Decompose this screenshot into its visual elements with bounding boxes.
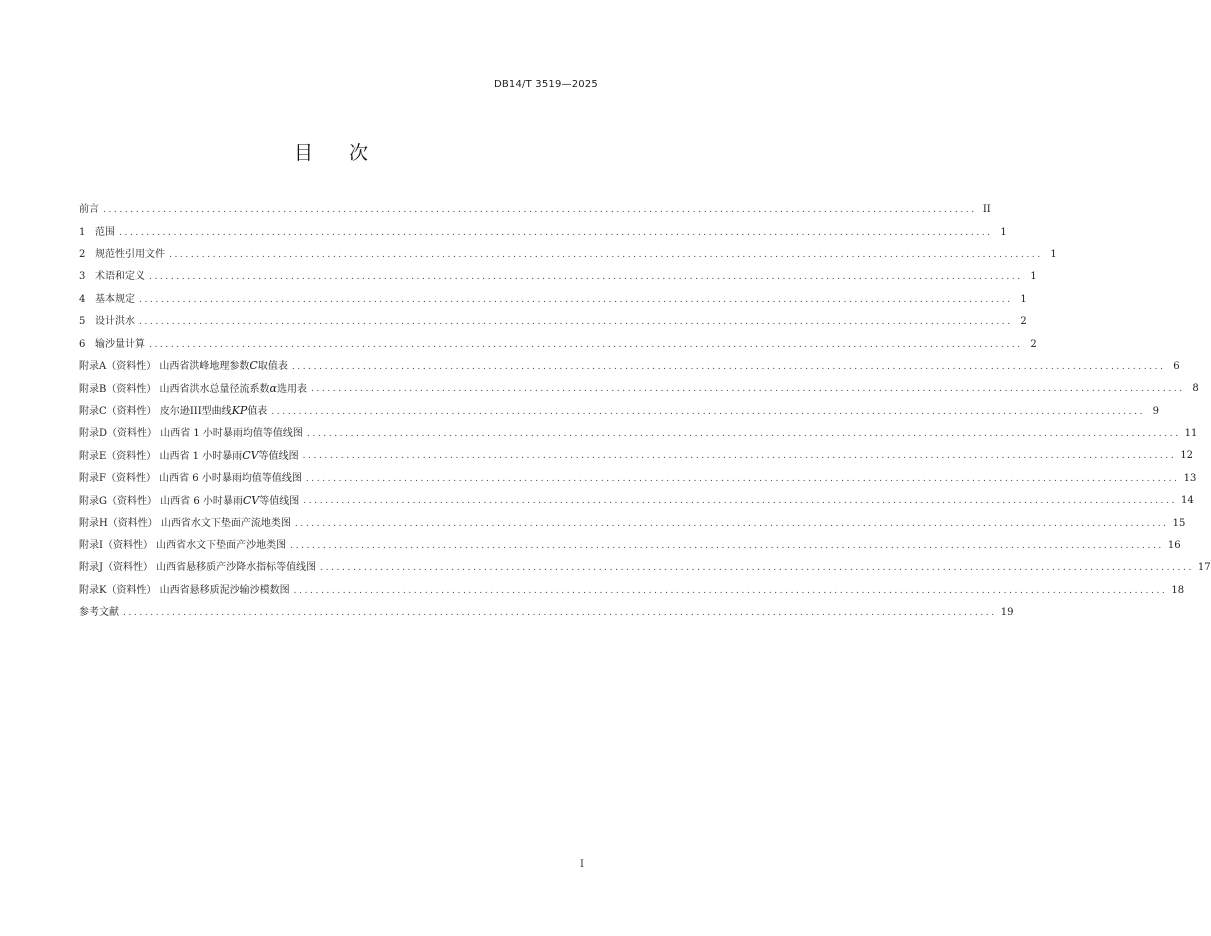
toc-leader-dots: ................................................................................................................................................................ xyxy=(169,249,1043,260)
toc-leader-dots: ................................................................................................................................................................ xyxy=(302,451,1177,462)
toc-title: 目次 xyxy=(293,142,404,164)
toc-entry-label xyxy=(79,540,286,552)
toc-entry[interactable] xyxy=(79,311,1027,333)
toc-entry-label-text: 范围 xyxy=(95,226,115,238)
toc-entry[interactable] xyxy=(79,557,1211,579)
toc-leader-dots: ................................................................................................................................................................ xyxy=(294,518,1169,529)
toc-leader-dots: ................................................................................................................................................................ xyxy=(119,227,993,238)
toc-entry[interactable] xyxy=(79,580,1185,602)
toc-entry-label-suffix: 取值表 xyxy=(257,361,288,373)
toc-entry[interactable] xyxy=(79,289,1027,311)
table-of-contents xyxy=(79,199,1211,624)
toc-entry-label-text: 附录I（资料性） 山西省水文下垫面产沙地类图 xyxy=(79,540,287,552)
toc-entry-page: 12 xyxy=(1180,450,1194,462)
toc-entry-label xyxy=(79,562,316,574)
toc-entry-page: 16 xyxy=(1167,540,1181,552)
toc-entry-label xyxy=(79,204,99,216)
toc-entry[interactable] xyxy=(79,423,1198,445)
toc-leader-dots: ................................................................................................................................................................ xyxy=(149,272,1023,283)
toc-entry-number: 4 xyxy=(79,293,86,305)
toc-entry-page: II xyxy=(982,204,991,216)
toc-entry-page: 11 xyxy=(1184,428,1198,440)
toc-leader-dots: ................................................................................................................................................................ xyxy=(320,563,1194,574)
toc-entry-label-suffix: 等值线图 xyxy=(259,495,300,507)
toc-entry[interactable] xyxy=(79,401,1160,423)
toc-entry-label xyxy=(79,450,299,463)
toc-entry-label-text: 术语和定义 xyxy=(95,271,145,283)
toc-entry-page: 6 xyxy=(1173,360,1180,372)
toc-entry-label xyxy=(79,518,291,530)
toc-entry-symbol: CV xyxy=(242,493,260,507)
toc-entry[interactable] xyxy=(79,221,1007,243)
page-number: I xyxy=(580,859,584,870)
toc-entry-symbol: α xyxy=(269,381,277,395)
toc-entry-page: 8 xyxy=(1192,383,1199,395)
toc-entry-label-text: 参考文献 xyxy=(79,607,119,619)
toc-entry-number: 1 xyxy=(79,226,86,238)
toc-entry-label-text: 附录D（资料性） 山西省 1 小时暴雨均值等值线图 xyxy=(79,428,303,440)
toc-entry[interactable] xyxy=(79,468,1197,490)
toc-entry-number: 6 xyxy=(79,338,86,350)
toc-entry-number: 5 xyxy=(79,316,86,328)
toc-entry-label xyxy=(79,585,290,597)
toc-entry-label-text: 附录B（资料性） 山西省洪水总量径流系数 xyxy=(79,383,270,395)
toc-entry-label-suffix: 等值线图 xyxy=(258,450,299,462)
toc-entry-label xyxy=(95,339,145,351)
toc-leader-dots: ................................................................................................................................................................ xyxy=(149,339,1023,350)
toc-entry[interactable] xyxy=(79,378,1199,400)
toc-leader-dots: ................................................................................................................................................................ xyxy=(303,496,1177,507)
toc-entry-label xyxy=(79,428,303,440)
toc-entry-label-text: 输沙量计算 xyxy=(95,338,145,350)
toc-entry[interactable] xyxy=(79,512,1186,534)
toc-entry[interactable] xyxy=(79,602,1014,624)
toc-entry-label-text: 附录H（资料性） 山西省水文下垫面产流地类图 xyxy=(79,517,291,529)
toc-entry-label xyxy=(95,249,165,261)
toc-entry-label xyxy=(95,271,145,283)
toc-leader-dots: ................................................................................................................................................................ xyxy=(306,429,1181,440)
toc-leader-dots: ................................................................................................................................................................ xyxy=(103,205,977,216)
toc-entry-page: 15 xyxy=(1172,517,1186,529)
toc-entry-page: 1 xyxy=(1000,226,1007,238)
toc-entry-label xyxy=(79,607,119,619)
toc-entry-label xyxy=(95,316,135,328)
document-code: DB14/T 3519—2025 xyxy=(493,79,598,90)
toc-entry-label xyxy=(79,473,302,485)
toc-leader-dots: ................................................................................................................................................................ xyxy=(293,585,1168,596)
toc-entry-label xyxy=(79,360,288,373)
toc-entry-label-text: 附录K（资料性） 山西省悬移质泥沙输沙模数图 xyxy=(79,584,290,596)
toc-entry-symbol: C xyxy=(249,359,258,373)
toc-entry-label xyxy=(95,294,135,306)
toc-entry-label-text: 设计洪水 xyxy=(95,316,135,328)
toc-entry[interactable] xyxy=(79,199,991,221)
toc-entry-label-suffix: 选用表 xyxy=(276,383,307,395)
toc-entry-page: 18 xyxy=(1171,584,1185,596)
toc-entry-page: 1 xyxy=(1030,271,1037,283)
toc-entry-label-text: 基本规定 xyxy=(95,293,135,305)
toc-entry[interactable] xyxy=(79,333,1037,355)
toc-entry[interactable] xyxy=(79,490,1194,512)
toc-entry-symbol: CV xyxy=(242,448,259,462)
toc-entry-page: 13 xyxy=(1183,472,1197,484)
toc-entry-label-text: 附录F（资料性） 山西省 6 小时暴雨均值等值线图 xyxy=(79,472,302,484)
toc-leader-dots: ................................................................................................................................................................ xyxy=(291,361,1166,372)
toc-entry-label xyxy=(79,405,267,418)
toc-entry-label-text: 附录C（资料性） 皮尔逊III型曲线 xyxy=(79,406,232,418)
toc-leader-dots: ................................................................................................................................................................ xyxy=(139,294,1013,305)
toc-entry[interactable] xyxy=(79,445,1194,467)
toc-leader-dots: ................................................................................................................................................................ xyxy=(290,541,1164,552)
toc-entry-label-text: 附录E（资料性） 山西省 1 小时暴雨 xyxy=(79,450,243,462)
toc-entry-page: 9 xyxy=(1152,405,1160,417)
toc-entry-page: 14 xyxy=(1181,495,1194,507)
toc-entry-page: 19 xyxy=(1000,607,1014,619)
toc-entry-label-text: 规范性引用文件 xyxy=(95,248,165,260)
toc-entry-label xyxy=(79,495,299,508)
toc-entry-symbol: KP xyxy=(231,404,248,418)
toc-entry-page: 17 xyxy=(1197,562,1211,574)
toc-leader-dots: ................................................................................................................................................................ xyxy=(139,317,1013,328)
toc-leader-dots: ................................................................................................................................................................ xyxy=(123,608,997,619)
toc-entry[interactable] xyxy=(79,244,1057,266)
toc-entry-label xyxy=(79,383,307,396)
toc-entry-label-text: 附录G（资料性） 山西省 6 小时暴雨 xyxy=(79,495,243,507)
toc-entry-label-suffix: 值表 xyxy=(247,406,268,418)
toc-entry[interactable] xyxy=(79,535,1181,557)
toc-entry-number: 2 xyxy=(79,248,86,260)
toc-entry-page: 2 xyxy=(1020,316,1027,328)
toc-entry-page: 2 xyxy=(1030,338,1037,350)
toc-entry-page: 1 xyxy=(1020,293,1027,305)
toc-entry-number: 3 xyxy=(79,271,86,283)
toc-entry-label-text: 前言 xyxy=(79,204,99,216)
toc-leader-dots: ................................................................................................................................................................ xyxy=(305,473,1180,484)
toc-leader-dots: ................................................................................................................................................................ xyxy=(310,384,1185,395)
toc-entry-page: 1 xyxy=(1050,248,1057,260)
toc-entry[interactable] xyxy=(79,266,1037,288)
toc-entry[interactable] xyxy=(79,356,1180,378)
toc-leader-dots: ................................................................................................................................................................ xyxy=(271,406,1146,417)
toc-entry-label xyxy=(95,227,115,239)
toc-entry-label-text: 附录J（资料性） 山西省悬移质产沙降水指标等值线图 xyxy=(79,562,317,574)
toc-entry-label-text: 附录A（资料性） 山西省洪峰地理参数 xyxy=(79,361,250,373)
